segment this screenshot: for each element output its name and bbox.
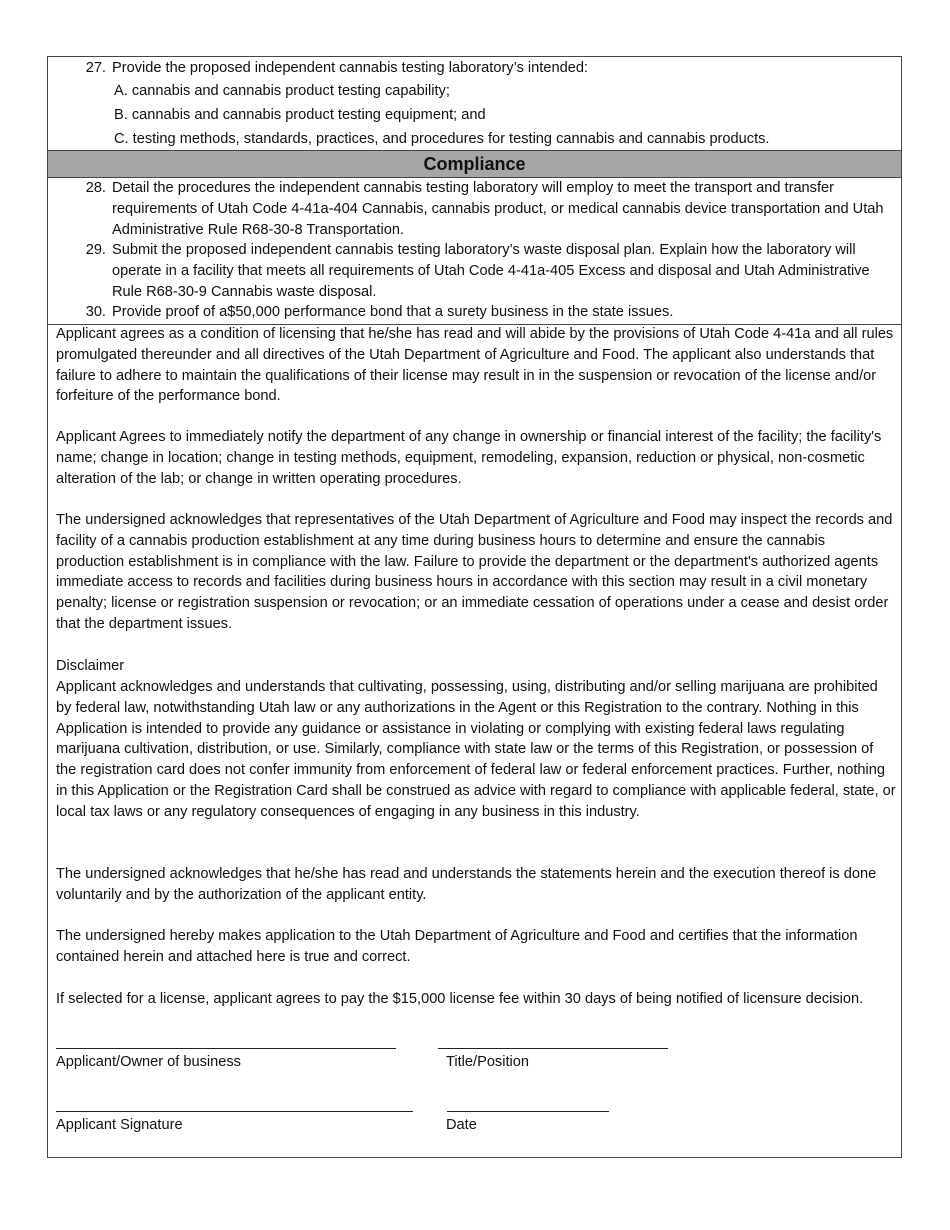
item-text: Provide the proposed independent cannabis testing laboratory’s intended:: [112, 60, 588, 76]
item-27-sub-b: B. cannabis and cannabis product testing equipment; and: [114, 107, 486, 123]
date-label: Date: [446, 1117, 477, 1133]
title-signature-line[interactable]: [438, 1048, 668, 1049]
licensing-agreement-paragraph: Applicant agrees as a condition of licensing that he/she has read and will abide by the provisions of Utah Code 4-41a and all rules promulgated thereunder and all directives of the Utah Department of Agriculture and Food. The applicant also understands that failure to adhere to maintain the qualifications of their license may result in in the suspension or revocation of the license and/or forfeiture of the performance bond.: [56, 326, 894, 405]
item-text: Provide proof of a$50,000 performance bond that a surety business in the state issues.: [112, 304, 674, 320]
date-line[interactable]: [447, 1111, 609, 1112]
item-text: Submit the proposed independent cannabis testing laboratory’s waste disposal plan. Explain how the laboratory will operate in a facility that meets all requirements of Utah Code 4-41a-405 Excess and disposal and Utah Administrative Rule R68-30-9 Cannabis waste disposal.: [112, 242, 870, 300]
owner-label: Applicant/Owner of business: [56, 1054, 241, 1070]
agreement-section: [48, 324, 901, 1157]
notification-paragraph: Applicant Agrees to immediately notify the department of any change in ownership or financial interest of the facility; the facility's name; change in location; change in testing methods, equipment, remodeling, expansion, reduction or physical, non-cosmetic alteration of the lab; or change in written operating procedures.: [56, 429, 882, 487]
license-fee-paragraph: If selected for a license, applicant agrees to pay the $15,000 license fee within 30 days of being notified of licensure decision.: [56, 991, 864, 1007]
signature-label: Applicant Signature: [56, 1117, 183, 1133]
item-27-section: [48, 57, 901, 150]
item-27-sub-a: A. cannabis and cannabis product testing capability;: [114, 83, 450, 99]
item-27-sub-c: C. testing methods, standards, practices, and procedures for testing cannabis and cannabis products.: [114, 131, 770, 147]
inspection-paragraph: The undersigned acknowledges that representatives of the Utah Department of Agriculture and Food may inspect the records and facility of a cannabis production establishment at any time during business hours to determine and ensure the cannabis production establishment is in compliance with the law. Failure to provide the department or the department's authorized agents immediate access to records and facilities during business hours in accordance with this section may result in a civil monetary penalty; license or registration suspension or revocation; or an immediate cessation of operations under a cease and desist order that the department issues.: [56, 512, 893, 632]
disclaimer-heading: Disclaimer: [56, 658, 125, 674]
owner-signature-line[interactable]: [56, 1048, 396, 1049]
compliance-section: [48, 178, 901, 324]
item-number: 29.: [85, 242, 106, 258]
item-number: 28.: [85, 180, 106, 196]
item-text: Detail the procedures the independent cannabis testing laboratory will employ to meet the transport and transfer requirements of Utah Code 4-41a-404 Cannabis, cannabis product, or medical cannabis device transportation and Utah Administrative Rule R68-30-8 Transportation.: [112, 180, 884, 238]
disclaimer-paragraph: Applicant acknowledges and understands that cultivating, possessing, using, distributing and/or selling marijuana are prohibited by federal law, notwithstanding Utah law or any authorizations in the Agent or this Registration to the contrary. Nothing in this Application is intended to provide any guidance or assistance in violating or complying with existing federal laws regulating marijuana cultivation, distribution, or use. Similarly, compliance with state law or the terms of this Registration, or possession of the registration card does not confer immunity from enforcement of federal law or federal enforcement practices. Further, nothing in this Application or the Registration Card shall be construed as advice with regard to compliance with applicable federal, state, or local tax laws or any regulatory consequences of engaging in any business in this industry.: [56, 679, 896, 820]
application-form-page: [47, 56, 902, 1158]
compliance-heading: Compliance: [48, 150, 901, 178]
applicant-signature-line[interactable]: [56, 1111, 413, 1112]
item-number: 30.: [85, 304, 106, 320]
acknowledgement-paragraph: The undersigned acknowledges that he/she has read and understands the statements herein and the execution thereof is done voluntarily and by the authorization of the applicant entity.: [56, 866, 877, 903]
item-27: [82, 58, 897, 80]
item-number: 27.: [85, 60, 106, 76]
certification-paragraph: The undersigned hereby makes application to the Utah Department of Agriculture and Food and certifies that the information contained herein and attached here is true and correct.: [56, 928, 858, 965]
title-label: Title/Position: [446, 1054, 530, 1070]
